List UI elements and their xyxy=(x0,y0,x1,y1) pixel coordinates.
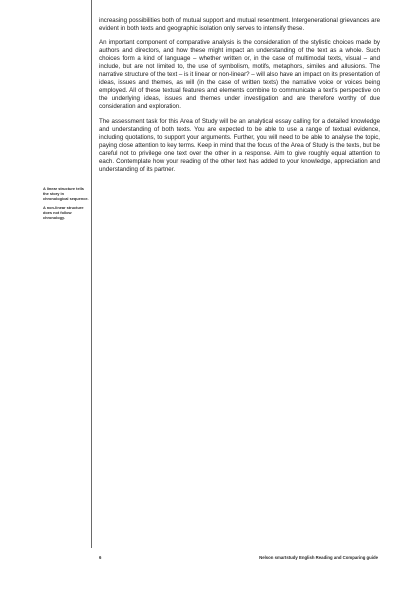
paragraph-assessment-task: The assessment task for this Area of Study will be an analytical essay calling for a detailed knowledge and understanding of both texts. You are expected to be able to use a range of textual evidence, including quotations, to support your arguments. Further, you will need to be able to analyse the topic, paying close attention to key terms. Keep in mind that the focus of the Area of Study is the texts, but be careful not to privilege one text over the other in a response. Aim to give roughly equal attention to each. Contemplate how your reading of the other text has added to your knowledge, appreciation and understanding of its partner. xyxy=(99,117,380,173)
paragraph-intro-continuation: increasing possibilities both of mutual support and mutual resentment. Intergenerational grievances are evident in both texts and geographic isolation only serves to intensify these. xyxy=(99,17,380,33)
margin-note-linear: A linear structure tells the story in chronological sequence. xyxy=(43,186,89,202)
paragraph-stylistic-choices: An important component of comparative analysis is the consideration of the stylistic choices made by authors and directors, and how these might impact an understanding of the text as a whole. Such choices form a kind of language – whether written or, in the case of multimodal texts, visual – and include, but are not limited to, the use of symbolism, motifs, metaphors, similes and allusions. The narrative structure of the text – is it linear or non-linear? – will also have an impact on its presentation of ideas, issues and themes, as will (in the case of written texts) the narrative voice or voices being employed. All of these textual features and elements combine to communicate a text’s perspective on the underlying ideas, issues and themes under investigation and are therefore worthy of due consideration and exploration. xyxy=(99,39,380,111)
running-title: Nelson smartstudy English Reading and Comparing guide xyxy=(259,555,378,560)
margin-rule xyxy=(91,0,92,548)
margin-note-non-linear: A non-linear structure does not follow chronology. xyxy=(43,205,84,221)
body-text xyxy=(99,17,380,180)
page-number: 6 xyxy=(99,555,102,560)
margin-notes xyxy=(43,186,89,225)
